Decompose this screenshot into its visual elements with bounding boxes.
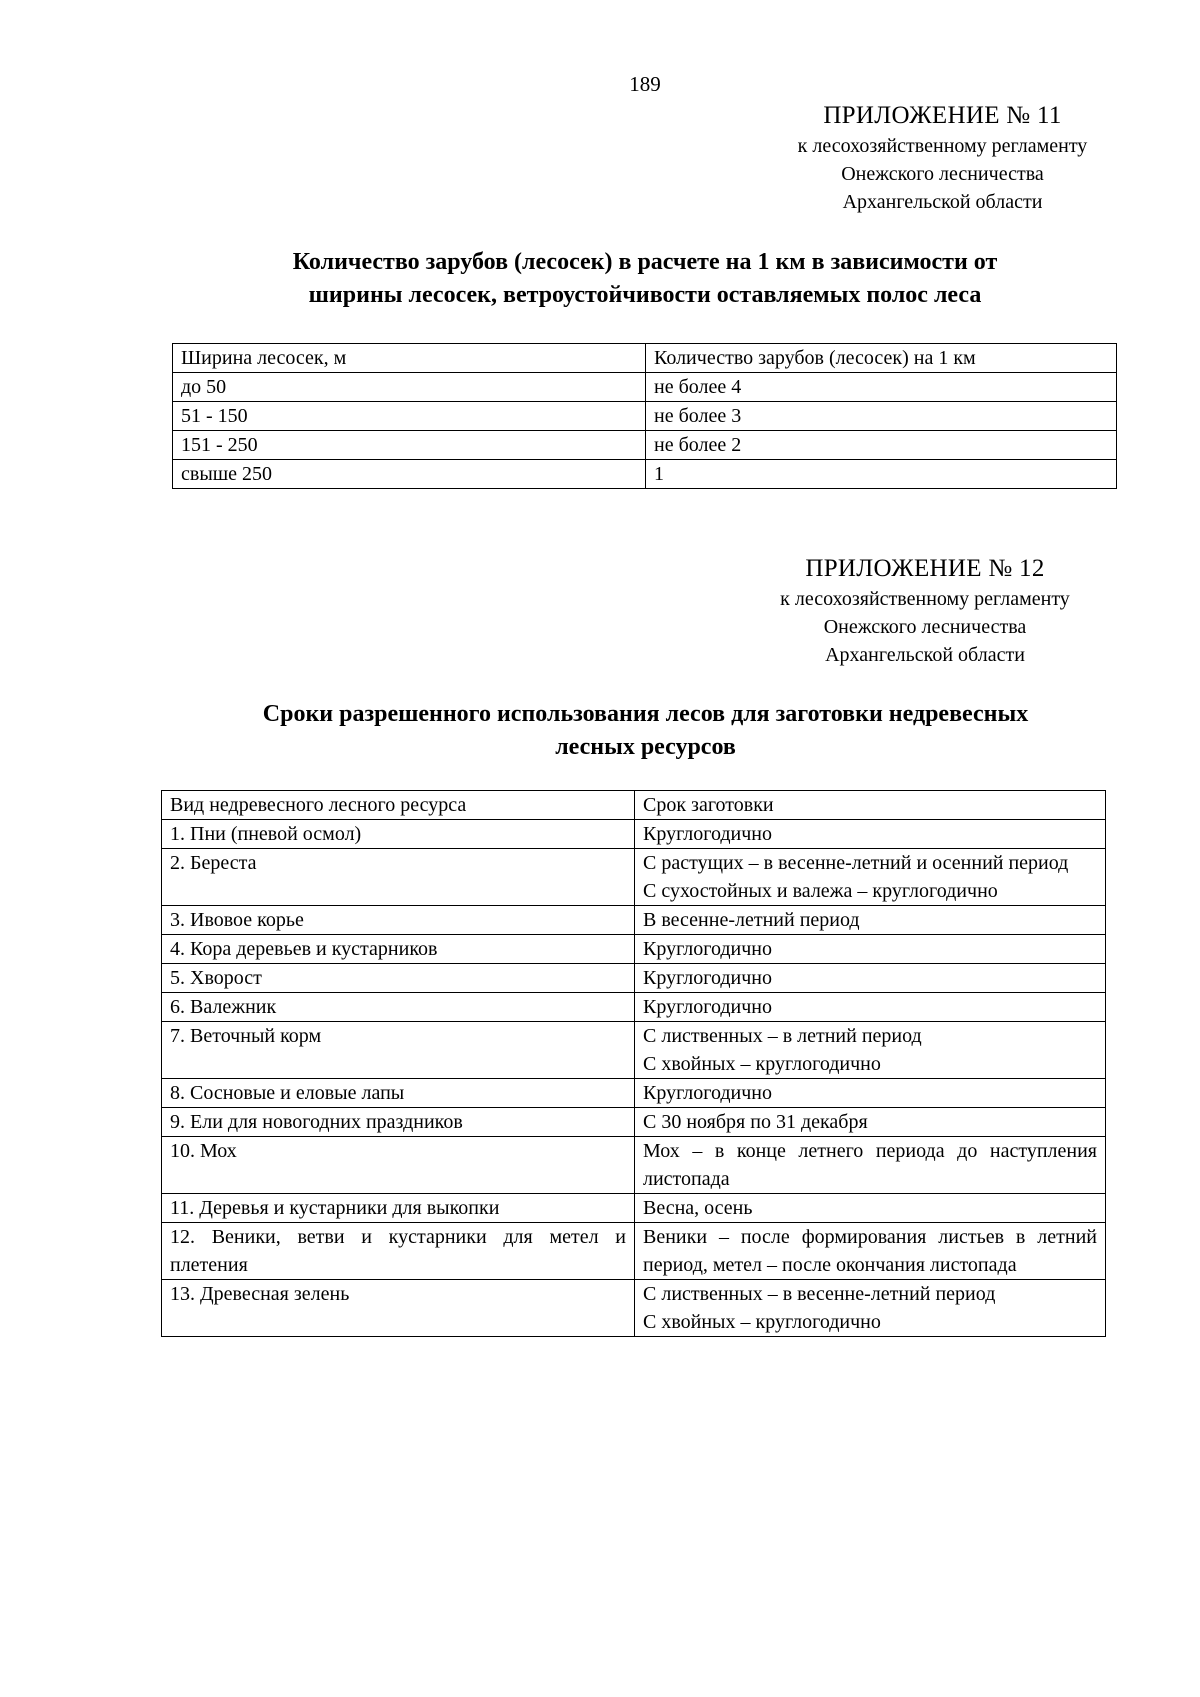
- table-cell: Весна, осень: [635, 1194, 1106, 1223]
- table-row: [162, 993, 1106, 1022]
- table-cell: 7. Веточный корм: [162, 1022, 635, 1079]
- header-cell-width: Ширина лесосек, м: [173, 344, 646, 373]
- table-row: [173, 460, 1117, 489]
- cell-line: С растущих – в весенне-летний и осенний период: [643, 852, 1069, 874]
- table-cell: 151 - 250: [173, 431, 646, 460]
- harvest-periods-table: [161, 790, 1106, 1337]
- table-cell: Круглогодично: [635, 964, 1106, 993]
- table-cell: Круглогодично: [635, 993, 1106, 1022]
- section-1-title-line1: Количество зарубов (лесосек) в расчете на 1 км в зависимости от: [292, 249, 998, 275]
- table-cell: Веники – после формирования листьев в летний период, метел – после окончания листопада: [635, 1223, 1106, 1280]
- table-cell: не более 2: [646, 431, 1117, 460]
- table-cell: 11. Деревья и кустарники для выкопки: [162, 1194, 635, 1223]
- table-cell: Круглогодично: [635, 1079, 1106, 1108]
- table-cell: 8. Сосновые и еловые лапы: [162, 1079, 635, 1108]
- table-cell: 1. Пни (пневой осмол): [162, 820, 635, 849]
- table-cell: В весенне-летний период: [635, 906, 1106, 935]
- table-row: [162, 1194, 1106, 1223]
- appendix-12-line3: Архангельской области: [825, 644, 1025, 666]
- appendix-12-header: [745, 553, 1105, 669]
- header-cell-resource: Вид недревесного лесного ресурса: [162, 791, 635, 820]
- cell-line: С лиственных – в весенне-летний период: [643, 1283, 996, 1305]
- table-row: [173, 402, 1117, 431]
- appendix-12-line2: Онежского лесничества: [823, 616, 1027, 638]
- multiline-text: [643, 1022, 1097, 1078]
- multiline-text: [643, 849, 1097, 905]
- table-cell: 4. Кора деревьев и кустарников: [162, 935, 635, 964]
- table-cell: 6. Валежник: [162, 993, 635, 1022]
- table-cell: 13. Древесная зелень: [162, 1280, 635, 1337]
- appendix-11-line3: Архангельской области: [842, 191, 1043, 213]
- table-cell: С 30 ноября по 31 декабря: [635, 1108, 1106, 1137]
- table-row: [162, 820, 1106, 849]
- cell-line: С лиственных – в летний период: [643, 1025, 922, 1047]
- multiline-text: [643, 1280, 1097, 1336]
- table-cell: [635, 1022, 1106, 1079]
- cell-line: С сухостойных и валежа – круглогодично: [643, 880, 998, 902]
- section-1-title: [170, 246, 1120, 312]
- table-header-row: [162, 791, 1106, 820]
- table-row: [162, 935, 1106, 964]
- table-cell: 9. Ели для новогодних праздников: [162, 1108, 635, 1137]
- table-cell: Мох – в конце летнего периода до наступления листопада: [635, 1137, 1106, 1194]
- appendix-11-title: ПРИЛОЖЕНИЕ № 11: [823, 102, 1062, 129]
- table-row: [162, 1079, 1106, 1108]
- table-row: [162, 1223, 1106, 1280]
- table-row: [162, 906, 1106, 935]
- table-row: [162, 1022, 1106, 1079]
- table-row: [162, 849, 1106, 906]
- table-cell: 1: [646, 460, 1117, 489]
- appendix-12-line1: к лесохозяйственному регламенту: [780, 588, 1070, 610]
- header-cell-count: Количество зарубов (лесосек) на 1 км: [646, 344, 1117, 373]
- table-cell: Круглогодично: [635, 935, 1106, 964]
- table-row: [162, 1280, 1106, 1337]
- table-row: [162, 1137, 1106, 1194]
- section-2-title-line1: Сроки разрешенного использования лесов для заготовки недревесных: [262, 701, 1029, 727]
- table-cell: 5. Хворост: [162, 964, 635, 993]
- table-cell: [635, 1280, 1106, 1337]
- cutting-areas-table: [172, 343, 1117, 489]
- table-cell: 3. Ивовое корье: [162, 906, 635, 935]
- section-2-title-line2: лесных ресурсов: [555, 734, 736, 760]
- table-cell: 51 - 150: [173, 402, 646, 431]
- table-cell: 12. Веники, ветви и кустарники для метел и плетения: [162, 1223, 635, 1280]
- appendix-11-line1: к лесохозяйственному регламенту: [797, 135, 1088, 157]
- table-row: [173, 373, 1117, 402]
- appendix-12-title: ПРИЛОЖЕНИЕ № 12: [805, 555, 1045, 582]
- cell-line: С хвойных – круглогодично: [643, 1311, 881, 1333]
- table-row: [173, 431, 1117, 460]
- page-number: 189: [629, 72, 661, 96]
- table-cell: свыше 250: [173, 460, 646, 489]
- table-cell: не более 4: [646, 373, 1117, 402]
- table-cell: 10. Мох: [162, 1137, 635, 1194]
- appendix-11-header: [755, 100, 1130, 216]
- table-cell: не более 3: [646, 402, 1117, 431]
- table-row: [162, 964, 1106, 993]
- section-1-title-line2: ширины лесосек, ветроустойчивости оставляемых полос леса: [308, 282, 982, 308]
- table-cell: Круглогодично: [635, 820, 1106, 849]
- section-2-title: [163, 698, 1128, 764]
- appendix-11-line2: Онежского лесничества: [841, 163, 1044, 185]
- header-cell-period: Срок заготовки: [635, 791, 1106, 820]
- table-header-row: [173, 344, 1117, 373]
- table-row: [162, 1108, 1106, 1137]
- table-cell: 2. Береста: [162, 849, 635, 906]
- cell-line: С хвойных – круглогодично: [643, 1053, 881, 1075]
- table-cell: [635, 849, 1106, 906]
- table-cell: до 50: [173, 373, 646, 402]
